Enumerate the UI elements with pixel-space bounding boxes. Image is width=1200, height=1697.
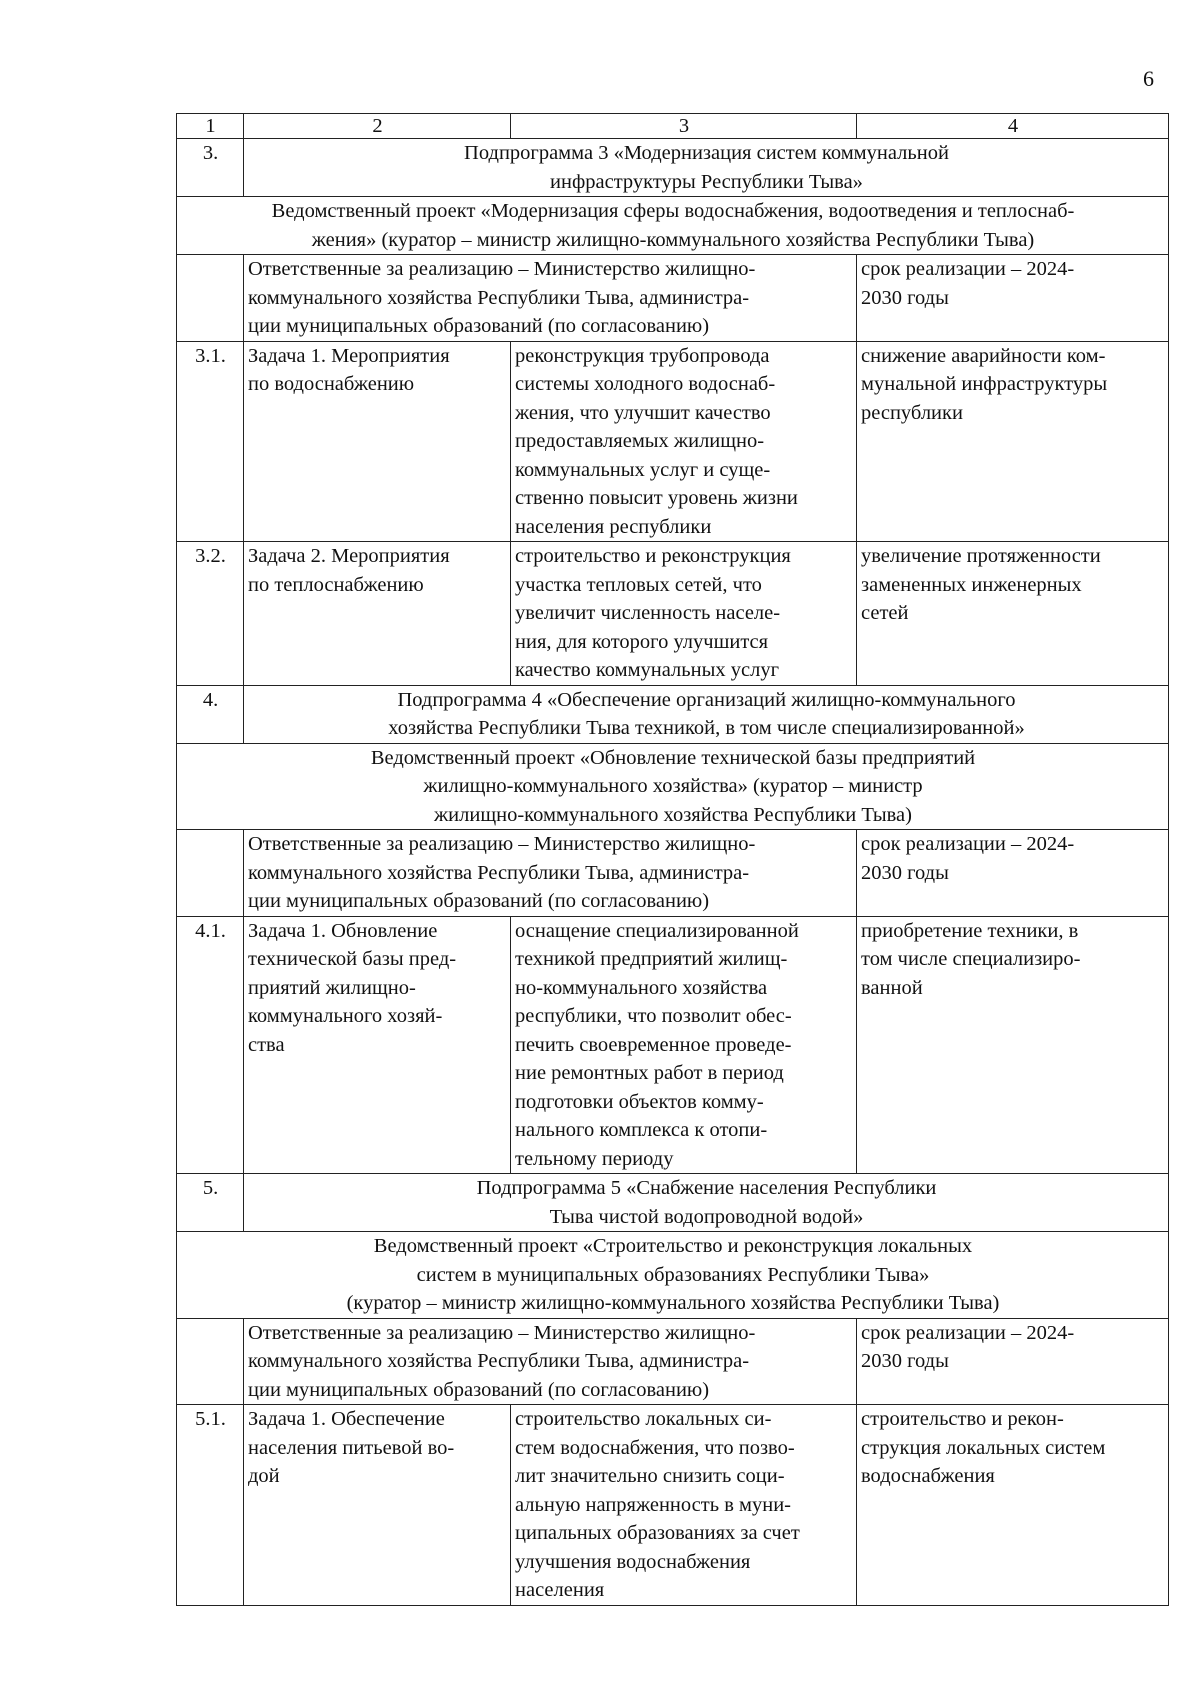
responsible-text: Ответственные за реализацию – Министерство жилищно- коммунального хозяйства Республики Тыва, администра- ции муниципальных образований (по согласованию) [244, 830, 857, 917]
responsible-text: Ответственные за реализацию – Министерство жилищно- коммунального хозяйства Республики Тыва, администра- ции муниципальных образований (по согласованию) [244, 1318, 857, 1405]
project-title: Ведомственный проект «Модернизация сферы водоснабжения, водоотведения и теплоснаб- жения» (куратор – министр жилищно-коммунального хозяйства Республики Тыва) [177, 197, 1169, 255]
task-number: 4.1. [177, 916, 244, 1174]
project-row [177, 743, 1169, 830]
result-text: приобретение техники, в том числе специализиро- ванной [857, 916, 1169, 1174]
result-text: строительство и рекон- струкция локальных систем водоснабжения [857, 1405, 1169, 1606]
section-number: 4. [177, 685, 244, 743]
task-number: 3.2. [177, 542, 244, 686]
project-title: Ведомственный проект «Строительство и реконструкция локальных систем в муниципальных образованиях Республики Тыва» (куратор – министр жилищно-коммунального хозяйства Республики Тыва) [177, 1232, 1169, 1319]
page-number: 6 [1143, 66, 1154, 91]
action-text: реконструкция трубопровода системы холодного водоснаб- жения, что улучшит качество предоставляемых жилищно- коммунальных услуг и суще- ственно повысит уровень жизни населения республики [511, 341, 857, 542]
empty-cell [177, 1318, 244, 1405]
action-text: строительство и реконструкция участка тепловых сетей, что увеличит численность населе- ния, для которого улучшится качество коммунальных услуг [511, 542, 857, 686]
subprogram-title: Подпрограмма 4 «Обеспечение организаций жилищно-коммунального хозяйства Республики Тыва техникой, в том числе специализированной» [244, 685, 1169, 743]
task-row [177, 916, 1169, 1174]
responsible-row [177, 1318, 1169, 1405]
empty-cell [177, 830, 244, 917]
task-text: Задача 2. Мероприятия по теплоснабжению [244, 542, 511, 686]
header-row [177, 114, 1169, 139]
task-row [177, 542, 1169, 686]
task-row [177, 1405, 1169, 1606]
subprogram-title: Подпрограмма 3 «Модернизация систем коммунальной инфраструктуры Республики Тыва» [244, 139, 1169, 197]
project-title: Ведомственный проект «Обновление технической базы предприятий жилищно-коммунального хозяйства» (куратор – министр жилищно-коммунального хозяйства Республики Тыва) [177, 743, 1169, 830]
result-text: увеличение протяженности замененных инженерных сетей [857, 542, 1169, 686]
task-text: Задача 1. Обновление технической базы пред- приятий жилищно- коммунального хозяй- ства [244, 916, 511, 1174]
header-cell: 1 [177, 114, 244, 139]
responsible-row [177, 255, 1169, 342]
task-text: Задача 1. Мероприятия по водоснабжению [244, 341, 511, 542]
result-text: снижение аварийности ком- мунальной инфраструктуры республики [857, 341, 1169, 542]
term-text: срок реализации – 2024- 2030 годы [857, 255, 1169, 342]
responsible-row [177, 830, 1169, 917]
task-text: Задача 1. Обеспечение населения питьевой во- дой [244, 1405, 511, 1606]
task-number: 3.1. [177, 341, 244, 542]
table-body [177, 114, 1169, 1606]
subprogram-row [177, 139, 1169, 197]
header-cell: 2 [244, 114, 511, 139]
project-row [177, 197, 1169, 255]
subprogram-row [177, 1174, 1169, 1232]
section-number: 5. [177, 1174, 244, 1232]
term-text: срок реализации – 2024- 2030 годы [857, 830, 1169, 917]
header-cell: 3 [511, 114, 857, 139]
header-cell: 4 [857, 114, 1169, 139]
action-text: оснащение специализированной техникой предприятий жилищ- но-коммунального хозяйства республики, что позволит обес- печить своевременное проведе- ние ремонтных работ в период подготовки объектов комму- нального комплекса к отопи- тельному периоду [511, 916, 857, 1174]
responsible-text: Ответственные за реализацию – Министерство жилищно- коммунального хозяйства Республики Тыва, администра- ции муниципальных образований (по согласованию) [244, 255, 857, 342]
section-number: 3. [177, 139, 244, 197]
activities-table [176, 113, 1169, 1606]
subprogram-title: Подпрограмма 5 «Снабжение населения Республики Тыва чистой водопроводной водой» [244, 1174, 1169, 1232]
task-row [177, 341, 1169, 542]
empty-cell [177, 255, 244, 342]
action-text: строительство локальных си- стем водоснабжения, что позво- лит значительно снизить соци- альную напряженность в муни- ципальных образованиях за счет улучшения водоснабжения населения [511, 1405, 857, 1606]
term-text: срок реализации – 2024- 2030 годы [857, 1318, 1169, 1405]
subprogram-row [177, 685, 1169, 743]
project-row [177, 1232, 1169, 1319]
task-number: 5.1. [177, 1405, 244, 1606]
